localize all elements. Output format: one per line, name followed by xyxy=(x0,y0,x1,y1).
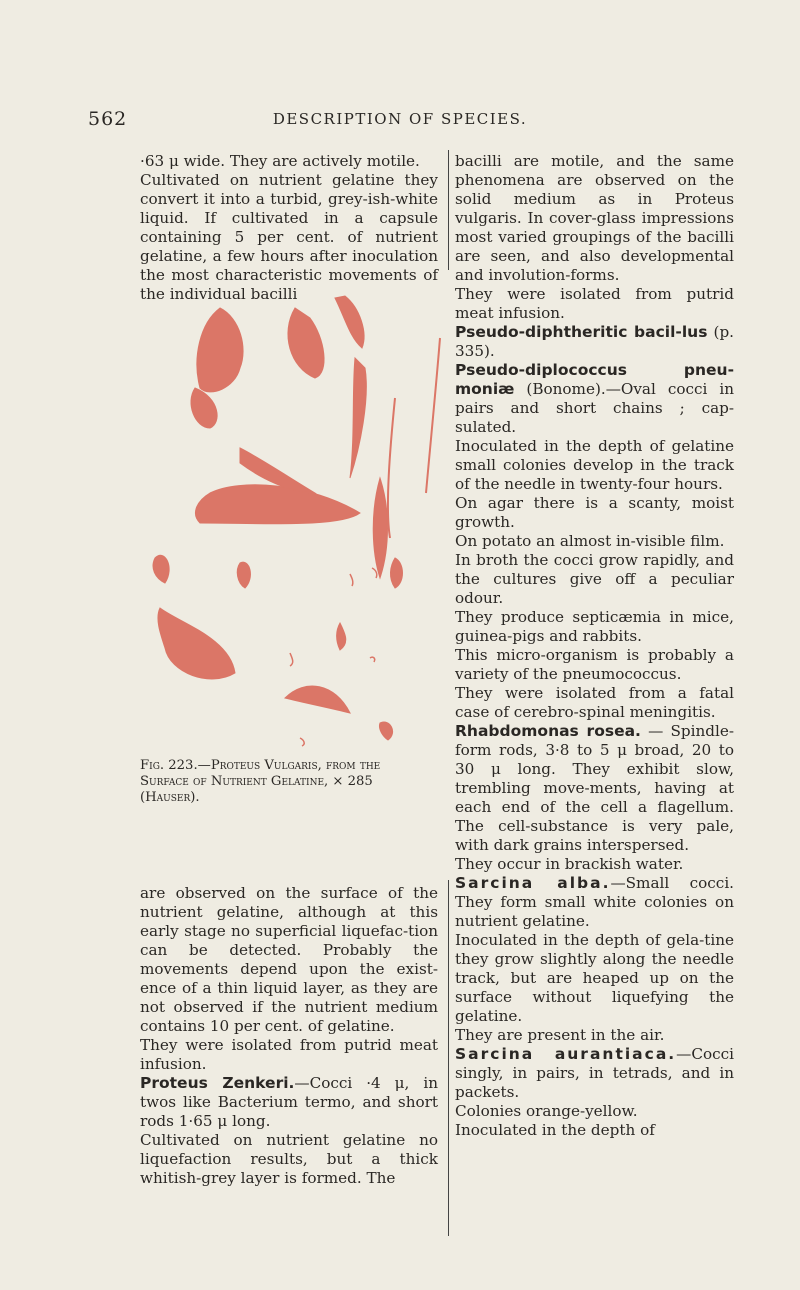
paragraph: Inoculated in the depth of xyxy=(455,1121,655,1139)
paragraph: Colonies orange-yellow. xyxy=(455,1102,638,1120)
paragraph-proteus-zenkeri xyxy=(140,1074,438,1131)
species-name: Pseudo-diphtheritic bacil-lus xyxy=(455,323,708,341)
species-name: Rhabdomonas rosea. xyxy=(455,722,641,740)
species-description: —Cocci singly, in pairs, in tetrads, and in packets. xyxy=(455,1045,734,1101)
paragraph: On agar there is a scanty, moist growth. xyxy=(455,494,734,531)
figure-caption xyxy=(140,758,470,806)
species-name: Sarcina alba. xyxy=(455,874,611,892)
caption-line: Fig. 223.—Proteus Vulgaris, from the xyxy=(140,758,381,773)
column-divider xyxy=(448,150,449,270)
paragraph: This micro-organism is probably a variety of the pneumococcus. xyxy=(455,646,734,683)
figure-proteus-vulgaris xyxy=(140,278,470,748)
bacillus-colony xyxy=(191,388,217,428)
species-description: — Spindle-form rods, 3·8 to 5 μ broad, 20 to 30 μ long. They exhibit slow, trembling move-ments, having at each end of the cell a flagellum. The cell-substance is very pale, with dark grains interspersed. xyxy=(455,722,734,854)
paragraph: They occur in brackish water. xyxy=(455,855,684,873)
species-name: Pseudo-diplococcus pneu-moniæ xyxy=(455,361,734,398)
paragraph: Cultivated on nutrient gelatine they convert it into a turbid, grey-ish-white liquid. If cultivated in a capsule containing 5 per cent. of nutrient gelatine, a few hours after inoculation the most characteristic movements of the individual bacilli xyxy=(140,171,438,303)
bacillus-colony xyxy=(379,722,392,740)
page-header xyxy=(0,108,800,138)
left-column-bottom xyxy=(140,884,438,1188)
paragraph: In broth the cocci grow rapidly, and the cultures give off a peculiar odour. xyxy=(455,551,734,607)
paragraph-pseudo-diphtheritic xyxy=(455,323,734,361)
bacillus-colony xyxy=(335,296,364,348)
page-number: 562 xyxy=(88,108,128,130)
bacillus-colony xyxy=(195,485,360,524)
paragraph: They were isolated from a fatal case of cerebro-spinal meningitis. xyxy=(455,684,734,721)
bacillus-colony xyxy=(237,562,250,588)
running-head: DESCRIPTION OF SPECIES. xyxy=(272,110,528,128)
paragraph-sarcina-aurantiaca xyxy=(455,1045,734,1102)
column-divider xyxy=(448,880,449,1236)
species-name: Proteus Zenkeri. xyxy=(140,1074,295,1092)
bacillus-colony xyxy=(373,478,387,578)
species-description: (p. 335). xyxy=(455,323,734,360)
paragraph: They were isolated from putrid meat infusion. xyxy=(455,285,734,322)
bacillus-colony xyxy=(288,308,324,378)
bacillus-colony xyxy=(350,358,366,478)
bacillus-colony xyxy=(153,555,169,583)
bacillus-colony xyxy=(337,623,346,650)
bacillus-colony xyxy=(158,608,235,679)
paragraph-rhabdomonas xyxy=(455,722,734,855)
paragraph: They produce septicæmia in mice, guinea-pigs and rabbits. xyxy=(455,608,734,645)
paragraph: are observed on the surface of the nutrient gelatine, although at this early stage no superficial liquefac-tion can be detected. Probably the movements depend upon the exist-ence of a thin liquid layer, as they are not observed if the nutrient medium contains 10 per cent. of gelatine. xyxy=(140,884,438,1035)
paragraph: bacilli are motile, and the same phenomena are observed on the solid medium as in Proteus vulgaris. In cover-glass impressions most varied groupings of the bacilli are seen, and also developmental and involution-forms. xyxy=(455,152,734,284)
paragraph-pseudo-diplococcus xyxy=(455,361,734,437)
species-name: Sarcina aurantiaca. xyxy=(455,1045,677,1063)
bacillus-colony xyxy=(390,558,402,588)
paragraph: Inoculated in the depth of gelatine small colonies develop in the track of the needle in twenty-four hours. xyxy=(455,437,734,493)
paragraph: Cultivated on nutrient gelatine no liquefaction results, but a thick whitish-grey layer is formed. The xyxy=(140,1131,438,1187)
right-column xyxy=(455,152,734,1140)
caption-line: (Hauser). xyxy=(140,790,200,805)
paragraph: They are present in the air. xyxy=(455,1026,665,1044)
paragraph: On potato an almost in-visible film. xyxy=(455,532,725,550)
species-description: (Bonome).—Oval cocci in pairs and short chains ; cap-sulated. xyxy=(455,380,734,436)
paragraph: They were isolated from putrid meat infusion. xyxy=(140,1036,438,1073)
paragraph: Inoculated in the depth of gela-tine they grow slightly along the needle track, but are heaped up on the surface without liquefying the gelatine. xyxy=(455,931,734,1025)
species-description: —Small cocci. They form small white colonies on nutrient gelatine. xyxy=(455,874,734,930)
caption-line: Surface of Nutrient Gelatine, × 285 xyxy=(140,774,373,789)
paragraph: ·63 μ wide. They are actively motile. xyxy=(140,152,420,170)
paragraph-sarcina-alba xyxy=(455,874,734,931)
bacillus-colony xyxy=(197,308,243,392)
species-description: —Cocci ·4 μ, in twos like Bacterium termo, and short rods 1·65 μ long. xyxy=(140,1074,438,1130)
micrograph-illustration xyxy=(140,278,470,748)
bacillus-colony xyxy=(285,686,350,713)
